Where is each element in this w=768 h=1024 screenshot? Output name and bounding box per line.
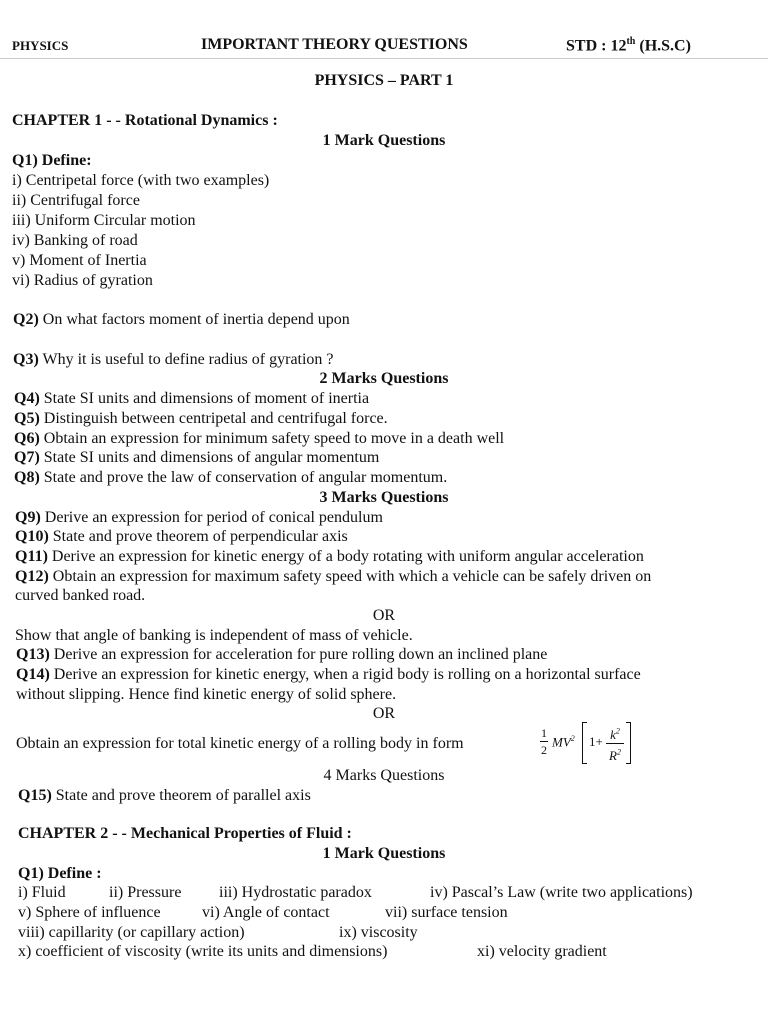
ch2-q1-item: xi) velocity gradient [477, 943, 607, 960]
chapter2-heading: CHAPTER 2 - - Mechanical Properties of Fluid : [18, 825, 352, 842]
ch1-q11: Q11) Derive an expression for kinetic energy of a body rotating with uniform angular acceleration [15, 548, 644, 565]
ch2-q1-item: v) Sphere of influence [18, 904, 161, 921]
ch1-q1-item: v) Moment of Inertia [12, 252, 147, 269]
ch1-q12-alternative: Show that angle of banking is independent of mass of vehicle. [15, 627, 413, 644]
ch1-q1-label: Q1) Define: [12, 152, 92, 169]
header-subject: PHYSICS [12, 38, 69, 53]
ch1-q1-item: i) Centripetal force (with two examples) [12, 172, 270, 189]
ch1-q1-item: ii) Centrifugal force [12, 192, 140, 209]
ch2-q1-item: iii) Hydrostatic paradox [219, 884, 372, 901]
ch2-q1-item: iv) Pascal’s Law (write two applications) [430, 884, 693, 901]
fraction-half: 1 2 [541, 726, 547, 757]
ch1-q8: Q8) State and prove the law of conservation of angular momentum. [14, 469, 448, 486]
ch1-q7: Q7) State SI units and dimensions of angular momentum [14, 449, 380, 466]
ch1-q3: Q3) Why it is useful to define radius of gyration ? [13, 351, 334, 368]
ch1-q1-item: vi) Radius of gyration [12, 272, 153, 289]
ch1-q10: Q10) State and prove theorem of perpendicular axis [15, 528, 348, 545]
ch2-1mark-heading: 1 Mark Questions [322, 845, 446, 862]
ch2-q1-label: Q1) Define : [18, 865, 102, 882]
ch2-q1-item: vi) Angle of contact [202, 904, 330, 921]
ch2-q1-item: vii) surface tension [385, 904, 508, 921]
header-title: IMPORTANT THEORY QUESTIONS [201, 36, 468, 53]
ch2-q1-item: ii) Pressure [109, 884, 182, 901]
ch1-q15: Q15) State and prove theorem of parallel axis [18, 787, 311, 804]
ch1-q12: Q12) Obtain an expression for maximum safety speed with which a vehicle can be safely driven on [15, 568, 652, 585]
part-title: PHYSICS – PART 1 [314, 72, 454, 89]
left-bracket [582, 722, 587, 764]
ch1-4mark-heading: 4 Marks Questions [323, 767, 445, 784]
ch1-q14: Q14) Derive an expression for kinetic energy, when a rigid body is rolling on a horizontal surface [16, 666, 641, 683]
fraction-k-over-r: $k^2$ $R^2$ [606, 724, 624, 764]
ch1-q13: Q13) Derive an expression for acceleration for pure rolling down an inclined plane [16, 646, 548, 663]
page-header [0, 36, 768, 59]
ch1-q14-alternative: Obtain an expression for total kinetic energy of a rolling body in form [16, 735, 464, 752]
formula-one-plus: 1+ [589, 734, 603, 749]
ch1-q5: Q5) Distinguish between centripetal and centrifugal force. [14, 410, 388, 427]
kinetic-energy-formula [538, 722, 638, 764]
header-std: STD : 12th (H.S.C) [566, 36, 691, 55]
ch1-q1-item: iv) Banking of road [12, 232, 138, 249]
right-bracket [626, 722, 631, 764]
ch1-q12-continued: curved banked road. [15, 587, 146, 604]
ch2-q1-item: i) Fluid [18, 884, 66, 901]
ch2-q1-item: ix) viscosity [339, 924, 418, 941]
ch1-q14-continued: without slipping. Hence find kinetic energy of solid sphere. [16, 686, 397, 703]
formula-mv: $MV^2$ [552, 734, 575, 750]
ch1-q4: Q4) State SI units and dimensions of moment of inertia [14, 390, 370, 407]
or-separator: OR [372, 607, 396, 624]
ch1-2mark-heading: 2 Marks Questions [319, 370, 449, 387]
ch1-q9: Q9) Derive an expression for period of conical pendulum [15, 509, 383, 526]
ch1-1mark-heading: 1 Mark Questions [322, 132, 446, 149]
chapter1-heading: CHAPTER 1 - - Rotational Dynamics : [12, 112, 278, 129]
ch1-q1-item: iii) Uniform Circular motion [12, 212, 196, 229]
or-separator: OR [372, 705, 396, 722]
ch1-q2: Q2) On what factors moment of inertia depend upon [13, 311, 350, 328]
ch2-q1-item: x) coefficient of viscosity (write its units and dimensions) [18, 943, 388, 960]
ch1-3mark-heading: 3 Marks Questions [319, 489, 449, 506]
ch1-q6: Q6) Obtain an expression for minimum safety speed to move in a death well [14, 430, 505, 447]
ch2-q1-item: viii) capillarity (or capillary action) [18, 924, 245, 941]
